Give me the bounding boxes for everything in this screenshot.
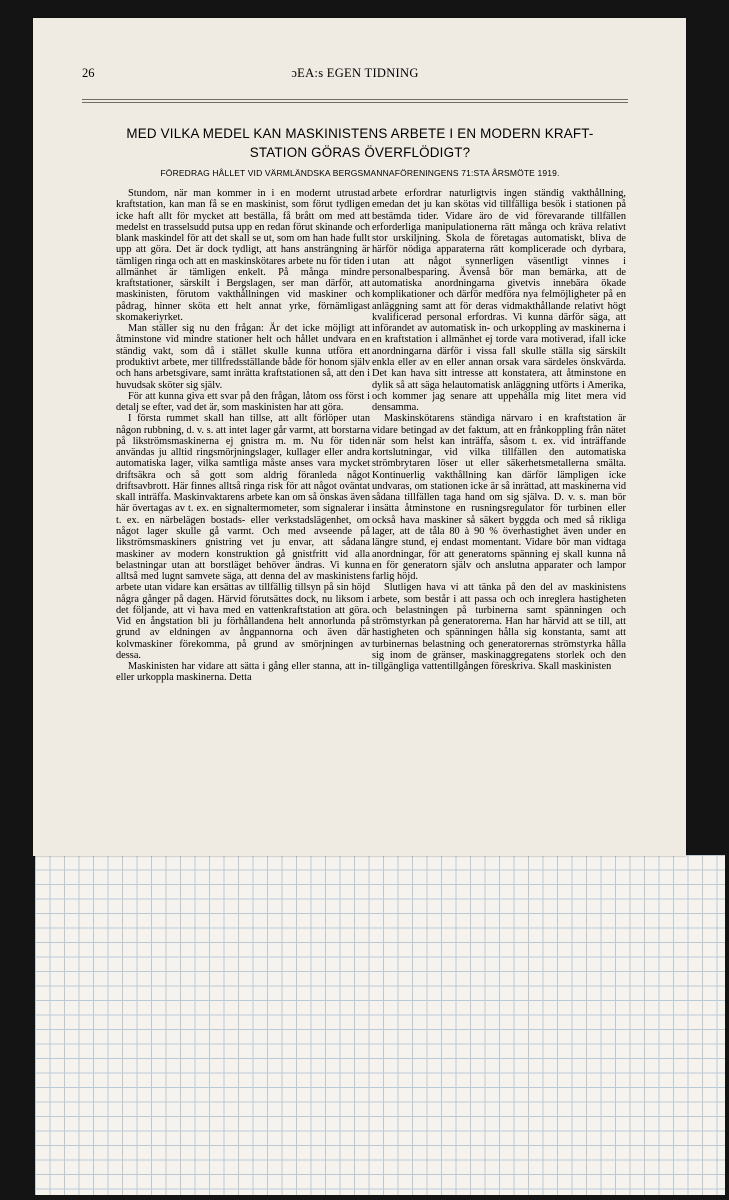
paragraph: Man ställer sig nu den frågan: Är det icke möjligt att åtminstone vid mindre stationer helt och hållet undvara en ständig vakt, som då i stället skulle kunna utföra ett produktivt arbete, mer tillfredsställande både för honom själv och hans arbetsgivare, samt inrätta kraftstationen så, att den i huvudsak sköter sig själv. <box>116 323 370 391</box>
paragraph: Stundom, när man kommer in i en modernt utrustad kraftstation, kan man få se en maskinist, som förut tydligen icke haft allt för mycket att beställa, få brått om med att medelst en trasselsudd putsa upp en redan förut skinande och blank maskindel för att det skall se ut, som om han hade fullt upp att göra. Det är dock tydligt, att hans ansträngning är tämligen ringa och att en maskinskötares arbete nu för tiden i allmänhet är tämligen enkelt. På många mindre kraftstationer, särskilt i Bergslagen, ser man därför, att maskinisten, förutom vakthållningen vid maskiner och pådrag, hinner sköta ett helt annat yrke, förnämligast skomakeriyrket. <box>116 188 370 323</box>
article-subtitle: FÖREDRAG HÅLLET VID VÄRMLÄNDSKA BERGSMANNAFÖRENINGENS 71:STA ÅRSMÖTE 1919. <box>160 168 560 178</box>
left-column <box>116 188 370 684</box>
header-rule-bottom <box>82 102 628 103</box>
page-header <box>82 66 628 82</box>
paragraph: arbete erfordrar naturligtvis ingen ständig vakthållning, emedan det ju kan skötas vid tillfälliga besök i stationen på bestämda tider. Vidare äro de vid förevarande tillfällen erforderliga manipulationerna rätt många och kräva relativt stor urskiljning. Skola de företagas automatiskt, bliva de härför nödiga apparaterna rätt komplicerade och dyrbara, utan att något synnerligen väsentligt vinnes i personalbesparing. Ävenså bör man bemärka, att de automatiska anordningarna givetvis innebära ökade komplikationer och därför medföra nya felmöjligheter på en anläggning samt att för deras vidmakthållande relativt högt kvalificerad personal erfordras. Vi kunna därför säga, att införandet av automatisk in- och urkoppling av maskinerna i en kraftstation i allmänhet ej torde vara motiverad, ifall icke anordningarna därför i vissa fall skulle ställa sig särskilt enkla eller av en eller annan orsak vara särdeles önskvärda. Det kan hava sitt intresse att konstatera, att åtminstone en dylik så att säga helautomatisk anläggning utförts i Amerika, och kommer jag senare att uppehålla mig litet mera vid densamma. <box>372 188 626 414</box>
paragraph: Maskinisten har vidare att sätta i gång eller stanna, att in- eller urkoppla maskinerna. Detta <box>116 661 370 684</box>
graph-paper-backing <box>35 855 725 1195</box>
header-rule-top <box>82 99 628 100</box>
masthead: ɔEA:s EGEN TIDNING <box>291 66 419 80</box>
article-title-line-2: STATION GÖRAS ÖVERFLÖDIGT? <box>249 145 471 160</box>
right-column <box>372 188 626 672</box>
paragraph: Maskinskötarens ständiga närvaro i en kraftstation är vidare betingad av det faktum, att en frånkoppling från nätet när som helst kan inträffa, såsom t. ex. vid inträffande kortslutningar, vid vilka tillfällen den automatiska strömbrytaren löser ut eller säkerhetsmetallerna smälta. Kontinuerlig vakthållning kan därför lämpligen icke undvaras, om stationen icke är så inrättad, att maskinerna vid sådana tillfällen taga hand om sig själva. D. v. s. man bör insätta åtminstone en rusningsregulator för turbinen eller också hava maskiner så säkert byggda och med så rikliga lager, att de tåla 80 à 90 % överhastighet även under en längre stund, ej endast momentant. Vidare bör man vidtaga anordningar, för att generatorns spänning ej skall kunna nå en för generatorn själv och anslutna apparater och lampor farlig höjd. <box>372 413 626 583</box>
article-title-line-1: MED VILKA MEDEL KAN MASKINISTENS ARBETE I EN MODERN KRAFT- <box>126 126 594 141</box>
article-title <box>90 124 630 162</box>
paragraph: För att kunna giva ett svar på den frågan, låtom oss först i detalj se efter, vad det är, som maskinisten har att göra. <box>116 390 370 414</box>
paragraph: Slutligen hava vi att tänka på den del av maskinistens arbete, som består i att passa och och inreglera hastigheten och belastningen på turbinerna samt spänningen och strömstyrkan på generatorerna. Han har härvid att se till, att hastigheten och spänningen hålla sig konstanta, samt att turbinernas belastning och generatorernas strömstyrka hålla sig inom de gränser, maskinaggregatens storlek och den tillgängliga vattentillgången föreskriva. Skall maskinisten <box>372 582 626 673</box>
page-number: 26 <box>82 66 95 80</box>
paragraph: I första rummet skall han tillse, att allt förlöper utan någon rubbning, d. v. s. att intet lager går varmt, att borstarna på likströmsmaskinerna ej gnistra m. m. Nu för tiden användas ju alltid ringsmörjningslager, kullager eller andra automatiska lager, vilka samtliga måste anses vara mycket driftsäkra och så gott som aldrig föranleda något driftsavbrott. Här finnes alltså ringa risk för att något oväntat skall inträffa. Maskinvaktarens arbete kan om så önskas även här övertagas av t. ex. en signaltermometer, som signalerar i t. ex. en närbelägen bostads- eller verkstadslägenhet, om något lager skulle gå varmt. Och med avseende på likströmsmaskiners gnistring vet ju envar, att sådana maskiner av modern konstruktion gå gnistfritt vid alla belastningar utan att borstläget behöver ändras. Vi kunna alltså med lugnt samvete säga, att denna del av maskinistens arbete utan vidare kan ersättas av tillfällig tillsyn på sin höjd några gånger på dagen. Härvid förutsättes dock, nu liksom i det följande, att vi hava med en vattenkraftstation att göra. Vid en ångstation bli ju förhållandena helt annorlunda på grund av eldningen av ångpannorna och även där kolvmaskiner förekomma, på grund av smörjningen av dessa. <box>116 413 370 661</box>
